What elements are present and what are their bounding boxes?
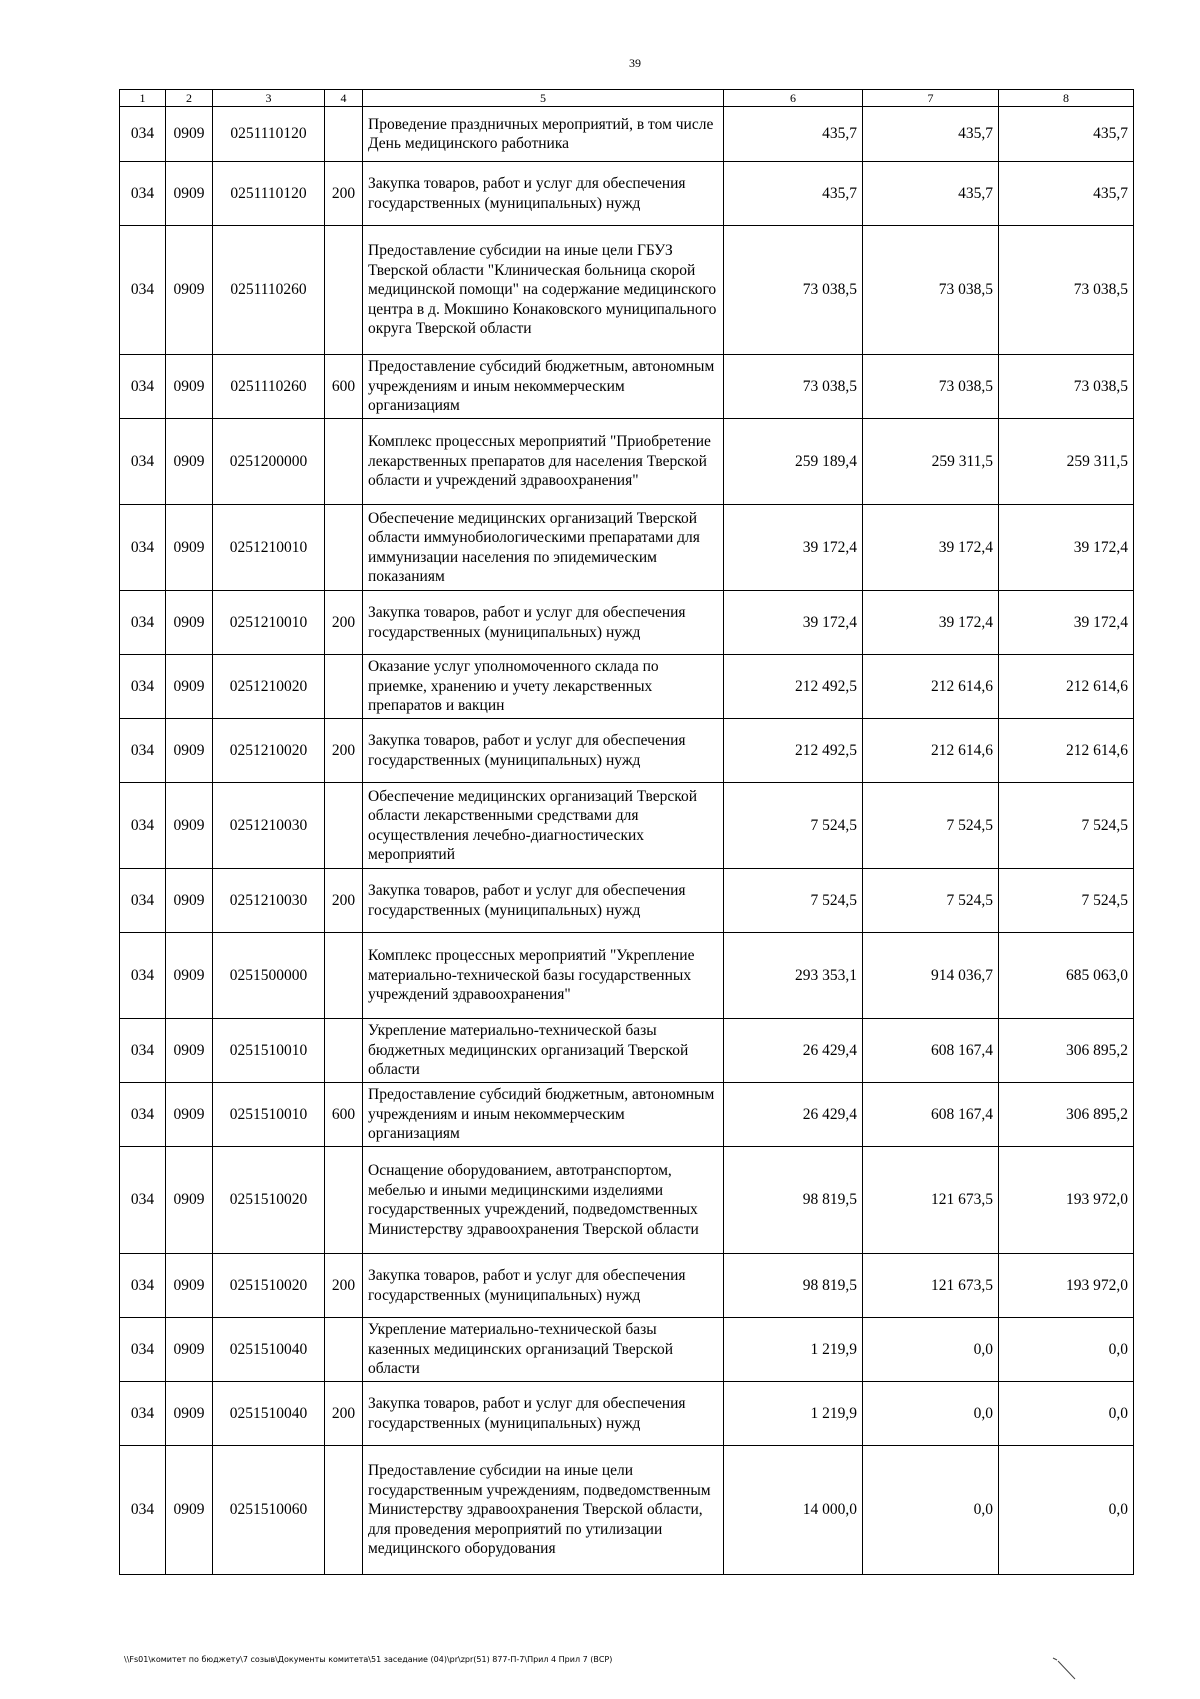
amount-col7: 212 614,6 [863,655,999,719]
expense-type-code [325,933,363,1019]
ministry-code: 034 [120,1083,166,1147]
target-article-code: 0251110120 [213,162,325,226]
amount-col7: 0,0 [863,1318,999,1382]
item-description: Предоставление субсидий бюджетным, автономным учреждениям и иным некоммерческим организациям [363,355,724,419]
amount-col6: 73 038,5 [724,226,863,355]
column-number-row [120,90,1134,107]
section-code: 0909 [166,1254,213,1318]
table-row [120,933,1134,1019]
page-number: 39 [629,56,641,70]
expense-type-code: 200 [325,1254,363,1318]
amount-col6: 212 492,5 [724,655,863,719]
section-code: 0909 [166,1019,213,1083]
section-code: 0909 [166,933,213,1019]
item-description: Предоставление субсидии на иные цели государственным учреждениям, подведомственным Министерству здравоохранения Тверской области, для проведения мероприятий по утилизации медицинского оборудования [363,1446,724,1575]
amount-col7: 7 524,5 [863,783,999,869]
item-description: Закупка товаров, работ и услуг для обеспечения государственных (муниципальных) нужд [363,869,724,933]
item-description: Комплекс процессных мероприятий "Приобретение лекарственных препаратов для населения Тверской области и учреждений здравоохранения" [363,419,724,505]
ministry-code: 034 [120,591,166,655]
amount-col6: 1 219,9 [724,1318,863,1382]
table-row [120,1446,1134,1575]
amount-col7: 914 036,7 [863,933,999,1019]
section-code: 0909 [166,355,213,419]
ministry-code: 034 [120,1382,166,1446]
expense-type-code: 200 [325,869,363,933]
expense-type-code [325,226,363,355]
amount-col6: 259 189,4 [724,419,863,505]
amount-col7: 7 524,5 [863,869,999,933]
expense-type-code [325,1318,363,1382]
amount-col6: 1 219,9 [724,1382,863,1446]
item-description: Оснащение оборудованием, автотранспортом, мебелью и иными медицинскими изделиями государственных учреждений, подведомственных Министерству здравоохранения Тверской области [363,1147,724,1254]
amount-col6: 435,7 [724,162,863,226]
table-row [120,869,1134,933]
table-row [120,655,1134,719]
amount-col7: 259 311,5 [863,419,999,505]
ministry-code: 034 [120,1019,166,1083]
target-article-code: 0251200000 [213,419,325,505]
target-article-code: 0251210020 [213,655,325,719]
section-code: 0909 [166,107,213,162]
ministry-code: 034 [120,419,166,505]
amount-col7: 608 167,4 [863,1019,999,1083]
ministry-code: 034 [120,162,166,226]
target-article-code: 0251500000 [213,933,325,1019]
section-code: 0909 [166,162,213,226]
amount-col7: 212 614,6 [863,719,999,783]
amount-col8: 193 972,0 [999,1254,1134,1318]
section-code: 0909 [166,719,213,783]
section-code: 0909 [166,1318,213,1382]
ministry-code: 034 [120,1147,166,1254]
table-row [120,1147,1134,1254]
table-row [120,107,1134,162]
item-description: Оказание услуг уполномоченного склада по приемке, хранению и учету лекарственных препаратов и вакцин [363,655,724,719]
file-path-footer: \\Fs01\комитет по бюджету\7 созыв\Документы комитета\51 заседание (04)\pr\zpr(51) 877-П-7\Прил 4 Прил 7 (ВСР) [124,1655,613,1664]
amount-col7: 608 167,4 [863,1083,999,1147]
ministry-code: 034 [120,933,166,1019]
amount-col7: 0,0 [863,1446,999,1575]
ministry-code: 034 [120,1254,166,1318]
target-article-code: 0251210010 [213,505,325,591]
column-header: 7 [863,90,999,107]
ministry-code: 034 [120,869,166,933]
item-description: Обеспечение медицинских организаций Тверской области иммунобиологическими препаратами для иммунизации населения по эпидемическим показаниям [363,505,724,591]
amount-col6: 7 524,5 [724,783,863,869]
amount-col8: 435,7 [999,162,1134,226]
ministry-code: 034 [120,1446,166,1575]
amount-col8: 0,0 [999,1382,1134,1446]
amount-col6: 435,7 [724,107,863,162]
item-description: Предоставление субсидии на иные цели ГБУЗ Тверской области "Клиническая больница скорой медицинской помощи" на содержание медицинского центра в д. Мокшино Конаковского муниципального округа Тверской области [363,226,724,355]
column-header: 5 [363,90,724,107]
amount-col8: 0,0 [999,1318,1134,1382]
table-row [120,226,1134,355]
amount-col7: 39 172,4 [863,505,999,591]
section-code: 0909 [166,655,213,719]
section-code: 0909 [166,869,213,933]
amount-col8: 193 972,0 [999,1147,1134,1254]
amount-col8: 259 311,5 [999,419,1134,505]
ministry-code: 034 [120,107,166,162]
item-description: Укрепление материально-технической базы бюджетных медицинских организаций Тверской области [363,1019,724,1083]
item-description: Проведение праздничных мероприятий, в том числе День медицинского работника [363,107,724,162]
amount-col6: 26 429,4 [724,1083,863,1147]
table-row [120,162,1134,226]
column-header: 6 [724,90,863,107]
ministry-code: 034 [120,1318,166,1382]
amount-col7: 39 172,4 [863,591,999,655]
table-row [120,1254,1134,1318]
amount-col6: 98 819,5 [724,1254,863,1318]
amount-col8: 306 895,2 [999,1019,1134,1083]
scan-mark-icon [1051,1655,1077,1681]
table-row [120,419,1134,505]
target-article-code: 0251510060 [213,1446,325,1575]
column-header: 8 [999,90,1134,107]
target-article-code: 0251510010 [213,1019,325,1083]
amount-col6: 14 000,0 [724,1446,863,1575]
column-header: 4 [325,90,363,107]
expense-type-code: 200 [325,719,363,783]
amount-col8: 0,0 [999,1446,1134,1575]
item-description: Предоставление субсидий бюджетным, автономным учреждениям и иным некоммерческим организациям [363,1083,724,1147]
target-article-code: 0251510040 [213,1382,325,1446]
target-article-code: 0251210010 [213,591,325,655]
amount-col7: 73 038,5 [863,226,999,355]
column-header: 3 [213,90,325,107]
target-article-code: 0251510010 [213,1083,325,1147]
ministry-code: 034 [120,505,166,591]
ministry-code: 034 [120,655,166,719]
table-row [120,719,1134,783]
amount-col8: 435,7 [999,107,1134,162]
item-description: Закупка товаров, работ и услуг для обеспечения государственных (муниципальных) нужд [363,162,724,226]
amount-col6: 212 492,5 [724,719,863,783]
column-header: 1 [120,90,166,107]
expense-type-code [325,783,363,869]
target-article-code: 0251210030 [213,869,325,933]
amount-col7: 121 673,5 [863,1254,999,1318]
target-article-code: 0251510020 [213,1147,325,1254]
target-article-code: 0251110260 [213,226,325,355]
amount-col8: 7 524,5 [999,783,1134,869]
amount-col8: 212 614,6 [999,719,1134,783]
target-article-code: 0251210020 [213,719,325,783]
target-article-code: 0251110120 [213,107,325,162]
item-description: Обеспечение медицинских организаций Тверской области лекарственными средствами для осуществления лечебно-диагностических мероприятий [363,783,724,869]
target-article-code: 0251210030 [213,783,325,869]
expense-type-code: 200 [325,591,363,655]
table-row [120,505,1134,591]
expense-type-code [325,419,363,505]
expense-type-code [325,655,363,719]
item-description: Укрепление материально-технической базы казенных медицинских организаций Тверской области [363,1318,724,1382]
section-code: 0909 [166,419,213,505]
section-code: 0909 [166,783,213,869]
amount-col8: 39 172,4 [999,505,1134,591]
table-row [120,1019,1134,1083]
table-row [120,783,1134,869]
expense-type-code [325,505,363,591]
section-code: 0909 [166,1147,213,1254]
target-article-code: 0251510040 [213,1318,325,1382]
amount-col6: 73 038,5 [724,355,863,419]
ministry-code: 034 [120,783,166,869]
expense-type-code [325,107,363,162]
expense-type-code: 600 [325,355,363,419]
amount-col8: 39 172,4 [999,591,1134,655]
target-article-code: 0251510020 [213,1254,325,1318]
amount-col8: 212 614,6 [999,655,1134,719]
section-code: 0909 [166,1382,213,1446]
amount-col6: 7 524,5 [724,869,863,933]
expense-type-code: 200 [325,1382,363,1446]
ministry-code: 034 [120,355,166,419]
amount-col6: 39 172,4 [724,505,863,591]
amount-col7: 121 673,5 [863,1147,999,1254]
item-description: Комплекс процессных мероприятий "Укрепление материально-технической базы государственных учреждений здравоохранения" [363,933,724,1019]
expense-type-code: 200 [325,162,363,226]
expense-type-code: 600 [325,1083,363,1147]
amount-col6: 26 429,4 [724,1019,863,1083]
amount-col7: 435,7 [863,107,999,162]
target-article-code: 0251110260 [213,355,325,419]
item-description: Закупка товаров, работ и услуг для обеспечения государственных (муниципальных) нужд [363,1382,724,1446]
expense-type-code [325,1019,363,1083]
amount-col6: 98 819,5 [724,1147,863,1254]
amount-col7: 73 038,5 [863,355,999,419]
amount-col8: 73 038,5 [999,226,1134,355]
column-header: 2 [166,90,213,107]
table-row [120,591,1134,655]
section-code: 0909 [166,226,213,355]
amount-col6: 39 172,4 [724,591,863,655]
item-description: Закупка товаров, работ и услуг для обеспечения государственных (муниципальных) нужд [363,591,724,655]
ministry-code: 034 [120,719,166,783]
table-row [120,1318,1134,1382]
section-code: 0909 [166,505,213,591]
item-description: Закупка товаров, работ и услуг для обеспечения государственных (муниципальных) нужд [363,719,724,783]
table-row [120,1083,1134,1147]
amount-col8: 7 524,5 [999,869,1134,933]
table-row [120,1382,1134,1446]
amount-col8: 73 038,5 [999,355,1134,419]
table-row [120,355,1134,419]
expense-type-code [325,1446,363,1575]
amount-col7: 435,7 [863,162,999,226]
section-code: 0909 [166,1083,213,1147]
section-code: 0909 [166,1446,213,1575]
amount-col8: 685 063,0 [999,933,1134,1019]
ministry-code: 034 [120,226,166,355]
amount-col7: 0,0 [863,1382,999,1446]
section-code: 0909 [166,591,213,655]
item-description: Закупка товаров, работ и услуг для обеспечения государственных (муниципальных) нужд [363,1254,724,1318]
expense-type-code [325,1147,363,1254]
budget-table [119,89,1134,1575]
amount-col8: 306 895,2 [999,1083,1134,1147]
amount-col6: 293 353,1 [724,933,863,1019]
